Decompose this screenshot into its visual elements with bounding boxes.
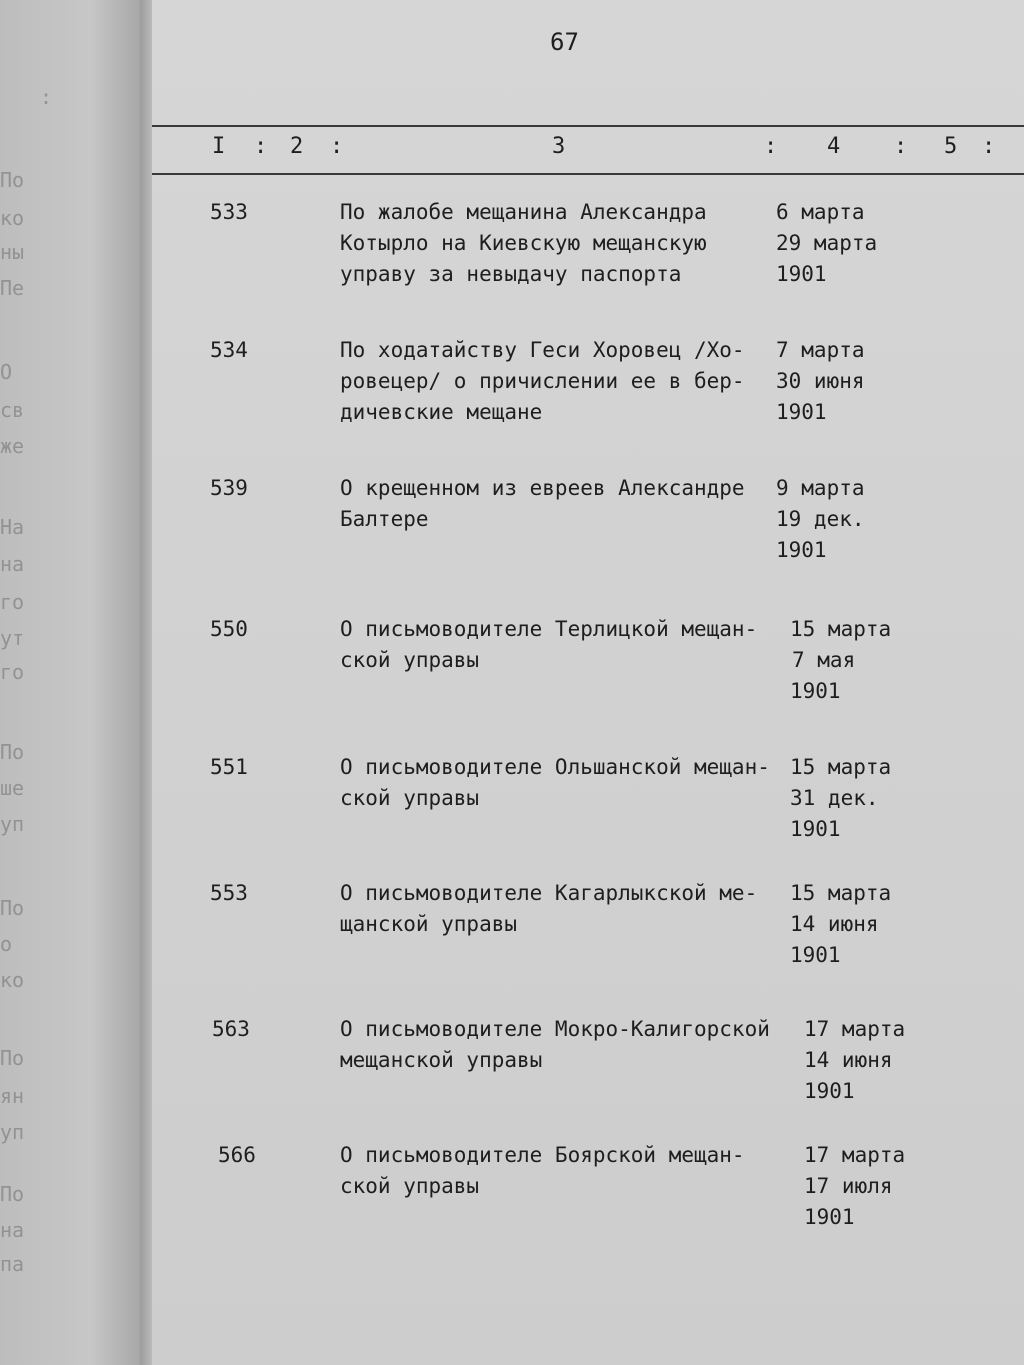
entry-title [340,335,780,428]
entry-title [340,473,780,535]
facing-page-fragment: По [0,1182,25,1206]
facing-page-fragment: же [0,434,25,458]
column-header-2: 2 [290,134,304,159]
entry-number: 566 [218,1143,256,1167]
entry-dates [804,1140,905,1233]
entry-year: 1901 [790,817,841,841]
entry-year: 1901 [776,262,827,286]
entry-dates [776,473,865,566]
facing-page-fragment: Пе [0,276,25,300]
facing-page-fragment: : [40,85,53,109]
entry-title-line: О письмоводителе Ольшанской мещан- [340,755,770,779]
entry-year: 1901 [804,1205,855,1229]
entry-date-start: 15 марта [790,755,892,779]
facing-page-fragment: ше [0,776,25,800]
entry-title [340,878,780,940]
facing-page-fragment: на [0,552,25,576]
facing-page-fragment: уп [0,812,25,836]
entry-dates [804,1014,905,1107]
entry-year: 1901 [790,943,841,967]
entry-number: 553 [210,881,248,905]
facing-page-fragment: ко [0,206,25,230]
facing-page-fragment: По [0,896,25,920]
entry-date-start: 17 марта [804,1017,906,1041]
entry-date-start: 15 марта [790,617,892,641]
entry-title [340,1014,780,1076]
header-rule-top [152,125,1024,127]
column-separator: : [254,134,268,159]
entry-title [340,1140,780,1202]
entry-title-line: О письмоводителе Мокро-Калигорской [340,1017,770,1041]
entry-number: 539 [210,476,248,500]
entry-date-end: 31 дек. [790,786,879,810]
entry-date-end: 7 мая [792,648,856,672]
facing-page-fragment: го [0,590,25,614]
entry-title-line: ской управы [340,648,480,672]
entry-title-line: ской управы [340,786,480,810]
page-number: 67 [550,28,579,56]
column-header-1: I [212,134,226,159]
column-separator: : [982,134,996,159]
entry-title-line: По ходатайству Геси Хоровец /Хо- [340,338,745,362]
facing-page-fragment: уп [0,1120,25,1144]
facing-page [0,0,150,1365]
entry-title-line: ровецер/ о причислении ее в бер- [340,369,745,393]
entry-number: 551 [210,755,248,779]
entry-title [340,614,780,676]
entry-date-end: 14 июня [790,912,879,936]
entry-number: 563 [212,1017,250,1041]
facing-page-fragment: ян [0,1084,25,1108]
entry-year: 1901 [776,538,827,562]
entry-title-line: О письмоводителе Кагарлыкской ме- [340,881,758,905]
column-separator: : [764,134,778,159]
entry-date-start: 17 марта [804,1143,906,1167]
column-separator: : [894,134,908,159]
column-header-3: 3 [552,134,566,159]
header-rule-bottom [152,173,1024,175]
entry-date-end: 29 марта [776,231,878,255]
facing-page-fragment: По [0,740,25,764]
facing-page-fragment: го [0,660,25,684]
entry-dates [776,335,865,428]
entry-date-start: 9 марта [776,476,865,500]
entry-date-end: 14 июня [804,1048,893,1072]
entry-title [340,197,780,290]
entry-number: 550 [210,617,248,641]
entry-title-line: О крещенном из евреев Александре [340,476,745,500]
entry-title-line: управу за невыдачу паспорта [340,262,682,286]
column-header-5: 5 [944,134,958,159]
facing-page-fragment: На [0,515,25,539]
facing-page-fragment: на [0,1218,25,1242]
entry-year: 1901 [790,679,841,703]
entry-dates [776,197,877,290]
facing-page-fragment: О [0,360,13,384]
entry-title-line: О письмоводителе Терлицкой мещан- [340,617,758,641]
entry-year: 1901 [776,400,827,424]
facing-page-fragment: па [0,1252,25,1276]
entry-date-start: 6 марта [776,200,865,224]
facing-page-fragment: ут [0,626,25,650]
entry-dates [790,752,891,845]
entry-date-start: 7 марта [776,338,865,362]
facing-page-fragment: По [0,168,25,192]
entry-title-line: щанской управы [340,912,518,936]
entry-date-start: 15 марта [790,881,892,905]
entry-title-line: мещанской управы [340,1048,543,1072]
entry-number: 534 [210,338,248,362]
entry-title-line: Котырло на Киевскую мещанскую [340,231,707,255]
facing-page-fragment: св [0,398,25,422]
entry-title-line: Балтере [340,507,429,531]
facing-page-fragment: о [0,932,13,956]
entry-title-line: О письмоводителе Боярской мещан- [340,1143,745,1167]
entry-dates [790,878,891,971]
entry-date-end: 17 июля [804,1174,893,1198]
column-separator: : [330,134,344,159]
facing-page-fragment: ко [0,968,25,992]
entry-date-end: 30 июня [776,369,865,393]
entry-title-line: По жалобе мещанина Александра [340,200,707,224]
facing-page-fragment: По [0,1046,25,1070]
entry-date-end: 19 дек. [776,507,865,531]
entry-number: 533 [210,200,248,224]
entry-title [340,752,780,814]
column-header-4: 4 [827,134,841,159]
document-page [152,0,1024,1365]
entry-title-line: ской управы [340,1174,480,1198]
entry-dates [790,614,891,707]
facing-page-fragment: ны [0,240,25,264]
entry-title-line: дичевские мещане [340,400,543,424]
entry-year: 1901 [804,1079,855,1103]
